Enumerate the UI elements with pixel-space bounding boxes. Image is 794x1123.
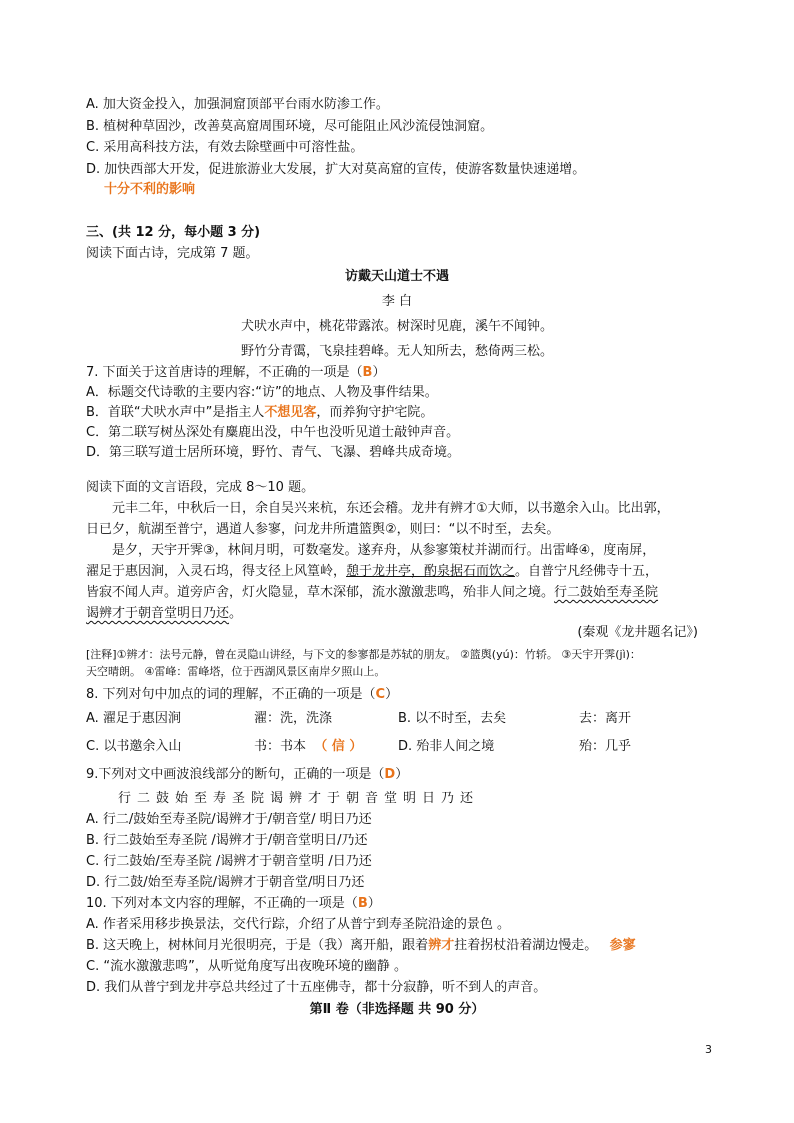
wavy-sentence-part2: 谒辨才于朝音堂明日乃还	[86, 606, 230, 621]
q9-stem: 9.下列对文中画波浪线部分的断句，正确的一项是（D）	[86, 767, 409, 782]
q7-annotation: 不想见客	[264, 405, 317, 420]
q8-stem: 8. 下列对句中加点的词的理解，不正确的一项是（C）	[86, 687, 399, 702]
passage-p2-line4: 谒辨才于朝音堂明日乃还。	[86, 606, 243, 621]
poem-line-2: 野竹分青霭，飞泉挂碧峰。无人知所去，愁倚两三松。	[240, 344, 553, 359]
notes-line2: 天空晴朗。 ④雷峰：雷峰塔，位于西湖风景区南岸夕照山上。	[86, 665, 386, 678]
q9-option-b: B. 行二鼓始至寿圣院 /谒辨才于/朝音堂明日/乃还	[86, 833, 368, 848]
notes-line1: [注释]①辨才：法号元静，曾在灵隐山讲经，与下文的参寥都是苏轼的朋友。 ②篮舆(yú)：竹轿。 ③天宇开霁(jì)：	[86, 648, 641, 661]
q10-stem: 10. 下列对本文内容的理解，不正确的一项是（B）	[86, 896, 381, 911]
q10-answer: B	[357, 896, 368, 911]
underlined-sentence: 憩于龙井亭，酌泉据石而饮之	[346, 564, 516, 579]
q7-option-b: B．首联“犬吠水声中”是指主人不想见客，而养狗守护宅院。	[86, 405, 434, 420]
q8-annotation: （ 信 ）	[314, 739, 363, 754]
q7-answer: B	[362, 365, 373, 380]
q7-option-a: A．标题交代诗歌的主要内容:“访”的地点、人物及事件结果。	[86, 385, 438, 400]
passage-p2-line3: 皆寂不闻人声。道旁庐舍，灯火隐显，草木深郁，流水激激悲鸣，殆非人间之境。行二鼓始至寿圣院	[86, 585, 659, 600]
passage-intro: 阅读下面的文言语段，完成 8～10 题。	[86, 480, 315, 495]
passage-p2-line1: 是夕，天宇开霁③，林间月明，可数毫发。遂弃舟，从参寥策杖并湖而行。出雷峰④，度南屏，	[112, 543, 656, 558]
q10-option-b: B. 这天晚上，树林间月光很明亮，于是（我）离开船，跟着辨才拄着拐杖沿着湖边慢走。 参寥	[86, 938, 636, 953]
q8-option-b-text: B. 以不时至，去矣	[398, 711, 507, 726]
q6-annotation: 十分不利的影响	[104, 182, 196, 197]
q9-answer: D	[384, 767, 396, 782]
q9-sentence: 行二鼓始至寿圣院谒辨才于朝音堂明日乃还	[118, 791, 480, 806]
q10-annotation: 参寥	[609, 938, 636, 953]
passage-p2-line2: 濯足于惠因涧，入灵石坞，得支径上风篁岭，憩于龙井亭，酌泉据石而饮之。自普宁凡经佛寺十五，	[86, 564, 659, 579]
q8-option-d-text: D. 殆非人间之境	[398, 739, 495, 754]
q8-answer: C	[375, 687, 386, 702]
poem-title: 访戴天山道士不遇	[344, 269, 449, 284]
passage-source: (秦观《龙井题名记》)	[577, 625, 698, 640]
q8-option-d-gloss: 殆：几乎	[579, 739, 632, 754]
part2-heading: 第Ⅱ 卷（非选择题 共 90 分）	[309, 1002, 485, 1017]
poem-line-1: 犬吠水声中，桃花带露浓。树深时见鹿，溪午不闻钟。	[240, 319, 553, 334]
q7-option-c: C．第二联写树丛深处有麋鹿出没，中午也没听见道士敲钟声音。	[86, 425, 460, 440]
q10-option-c: C. “流水激激悲鸣”，从听觉角度写出夜晚环境的幽静 。	[86, 959, 407, 974]
q6-option-c: C. 采用高科技方法，有效去除壁画中可溶性盐。	[86, 140, 364, 155]
q8-option-c-text: C. 以书邀余入山	[86, 739, 182, 754]
wavy-sentence-part1: 行二鼓始至寿圣院	[554, 585, 659, 600]
q9-option-d: D. 行二鼓/始至寿圣院/谒辨才于朝音堂/明日乃还	[86, 875, 365, 890]
q10-marked-word: 辨才	[428, 938, 455, 953]
q8-option-a-gloss: 濯：洗，洗涤	[254, 711, 333, 726]
poem-author: 李 白	[381, 294, 413, 309]
passage-p1-line1: 元丰二年，中秋后一日，余自吴兴来杭，东还会稽。龙井有辨才①大师，以书邀余入山。比出郭，	[112, 501, 670, 516]
q6-option-b: B. 植树种草固沙，改善莫高窟周围环境，尽可能阻止风沙流侵蚀洞窟。	[86, 119, 494, 134]
q10-option-d: D. 我们从普宁到龙井亭总共经过了十五座佛寺，都十分寂静，听不到人的声音。	[86, 980, 547, 995]
q10-option-a: A. 作者采用移步换景法，交代行踪，介绍了从普宁到寿圣院沿途的景色 。	[86, 917, 511, 932]
q7-option-d: D．第三联写道士居所环境，野竹、青气、飞瀑、碧峰共成奇境。	[86, 445, 461, 460]
q8-option-c-gloss: 书：书本 （ 信 ）	[254, 739, 363, 754]
q9-option-c: C. 行二鼓始/至寿圣院 /谒辨才于朝音堂明 /日乃还	[86, 854, 372, 869]
passage-p1-line2: 日已夕，航湖至普宁，遇道人参寥，问龙井所遣篮舆②，则曰：“以不时至，去矣。	[86, 522, 560, 537]
q8-option-a-text: A. 濯足于惠因涧	[86, 711, 181, 726]
section-intro: 阅读下面古诗，完成第 7 题。	[86, 246, 259, 261]
section-heading: 三、(共 12 分，每小题 3 分)	[86, 225, 261, 240]
q6-option-a: A. 加大资金投入，加强洞窟顶部平台雨水防渗工作。	[86, 97, 389, 112]
q7-stem: 7. 下面关于这首唐诗的理解，不正确的一项是（B）	[86, 365, 386, 380]
q8-option-b-gloss: 去：离开	[579, 711, 632, 726]
page-number: 3	[705, 1043, 712, 1056]
q9-option-a: A. 行二/鼓始至寿圣院/谒辨才于/朝音堂/ 明日乃还	[86, 812, 372, 827]
q6-option-d: D. 加快西部大开发，促进旅游业大发展，扩大对莫高窟的宣传，使游客数量快速递增。	[86, 162, 586, 177]
